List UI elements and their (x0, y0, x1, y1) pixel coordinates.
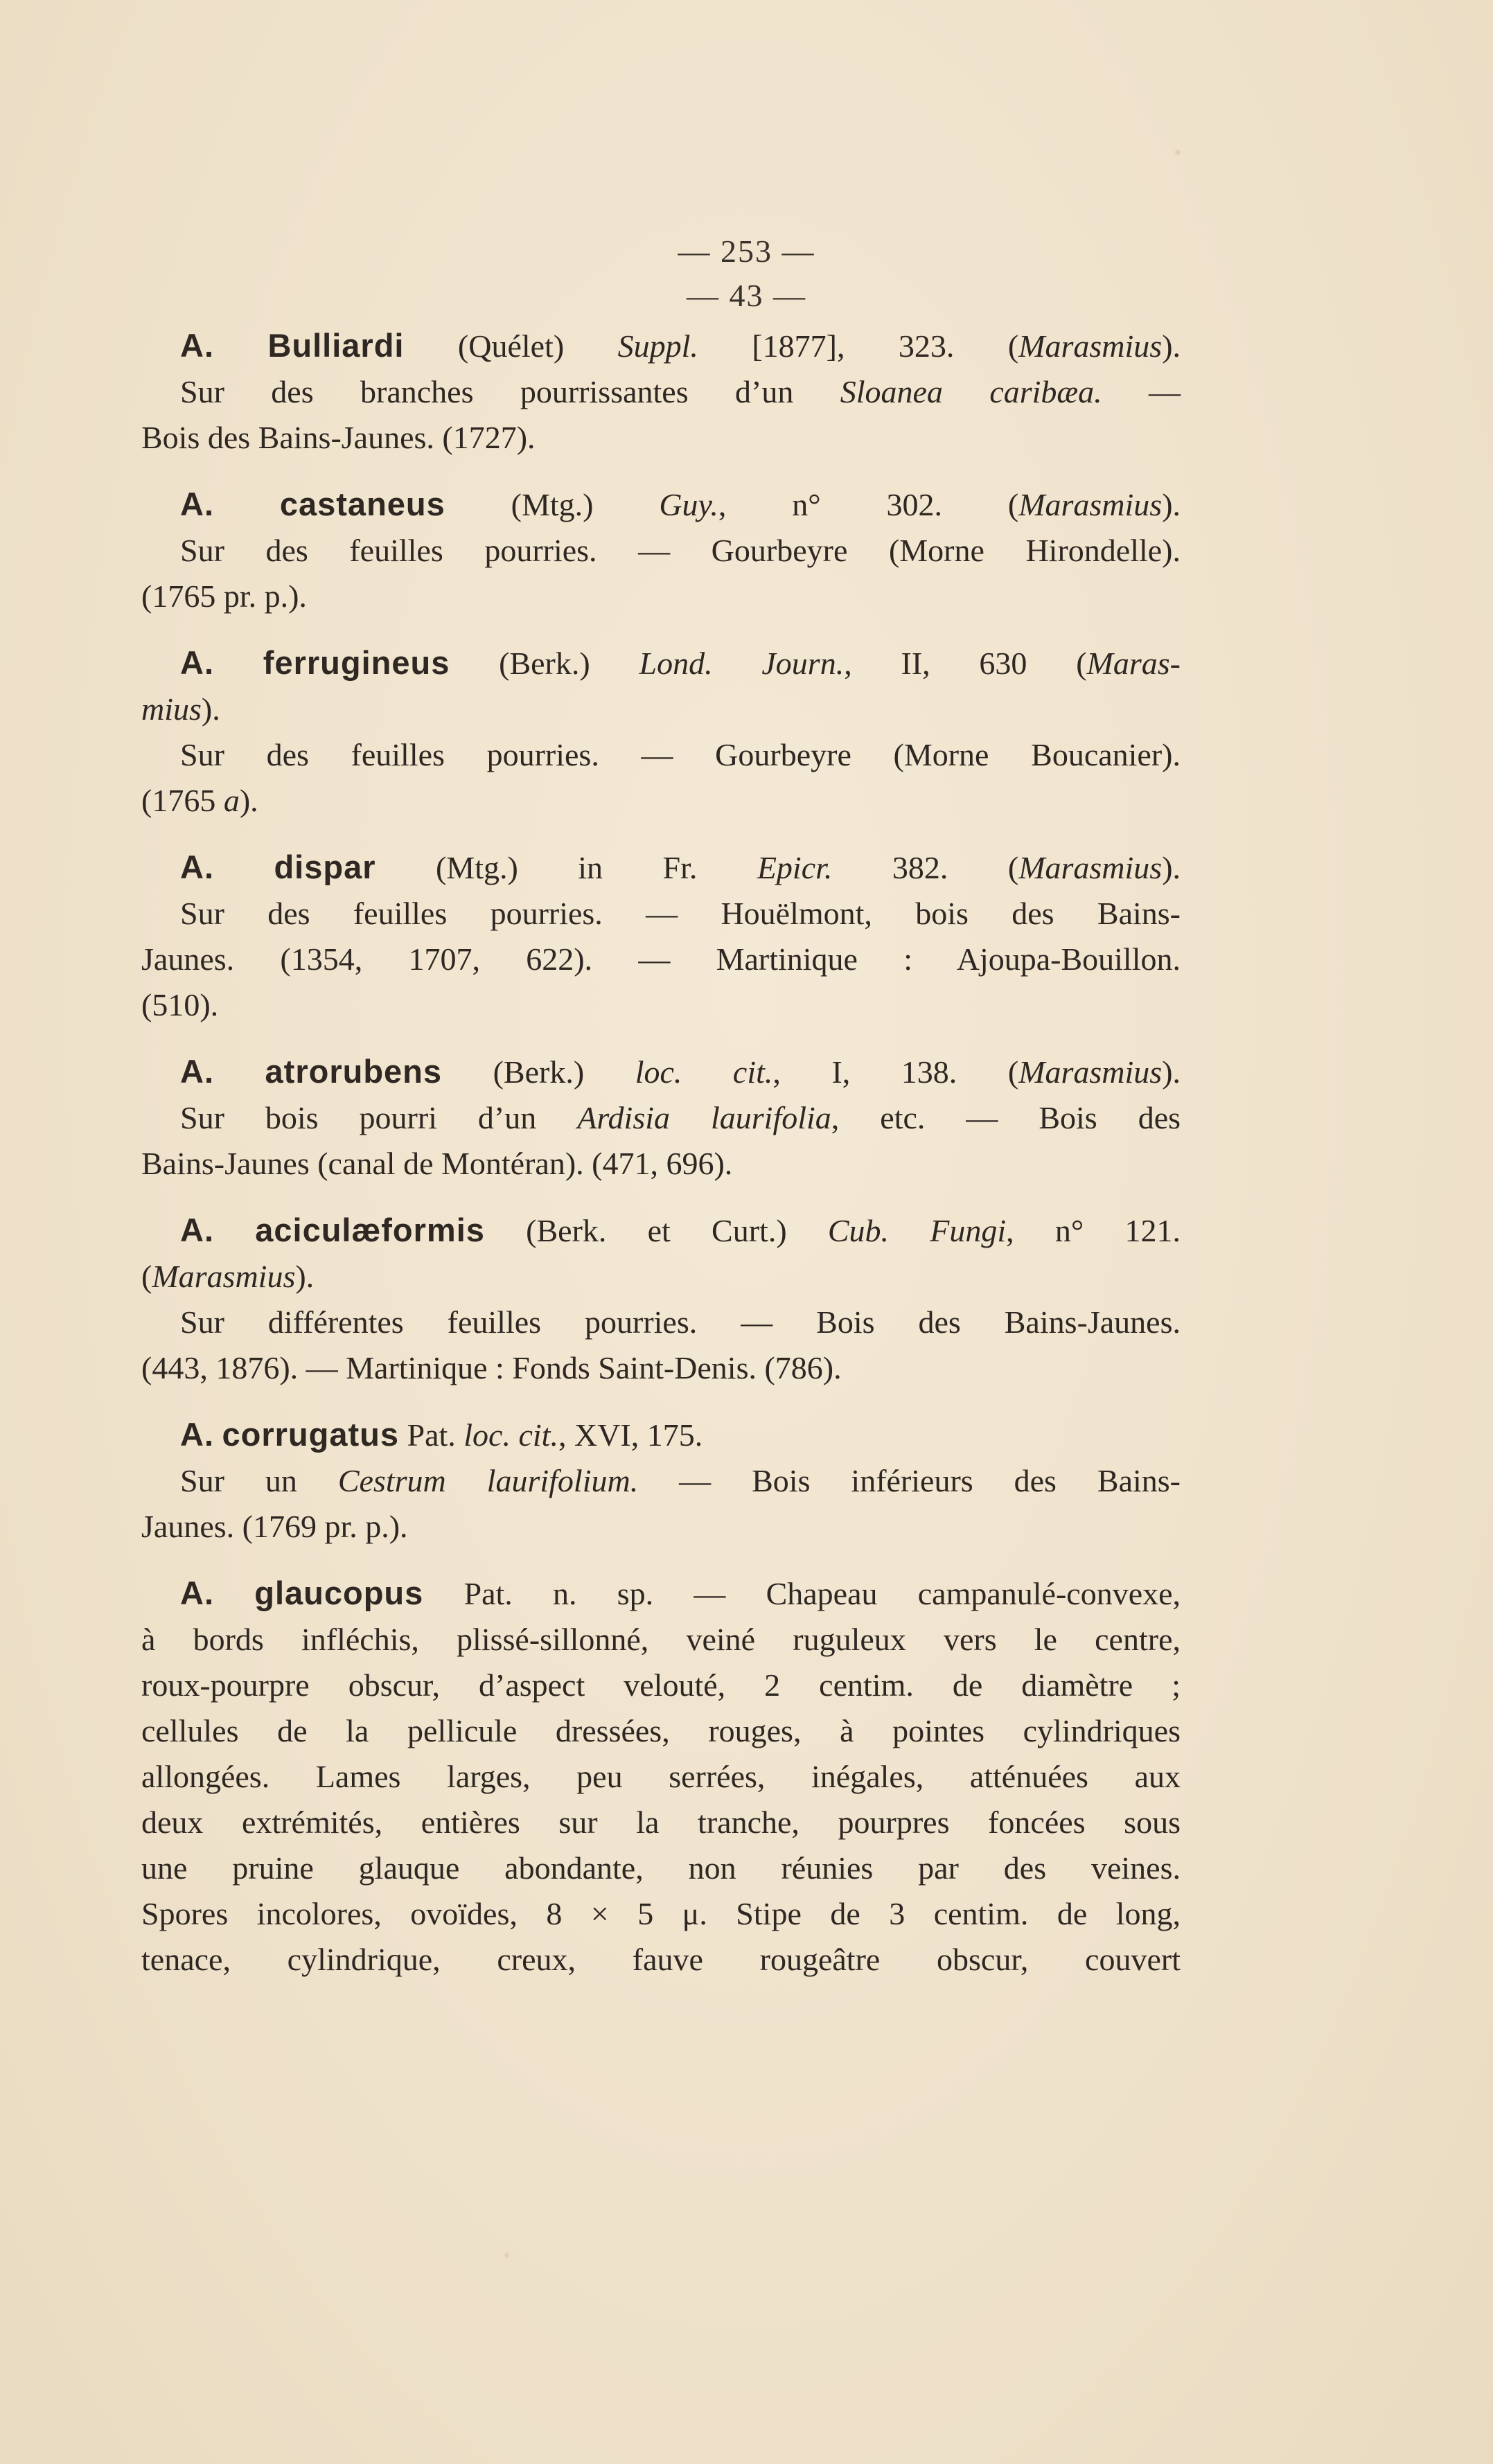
reference: , n° 302. ( (718, 487, 1019, 522)
locality-end: ). (239, 783, 258, 818)
description-line: roux-pourpre obscur, d’aspect velouté, 2 centim. de diamètre ; (141, 1667, 1181, 1703)
original-page-number: — 253 — (678, 233, 815, 269)
reference-end: ). (1162, 328, 1181, 364)
locality-line: (443, 1876). — Martinique : Fonds Saint-Denis. (786). (141, 1350, 842, 1385)
dash: — (1149, 374, 1181, 409)
entry-heading-line (141, 640, 1181, 686)
genus-abbrev: A. (180, 1212, 214, 1248)
synonym: Marasmius (152, 1259, 296, 1294)
species-entry (141, 640, 1181, 824)
page-text (141, 323, 1181, 2003)
species-name: ferrugineus (263, 644, 450, 681)
locality-line: (1765 pr. p.). (141, 578, 307, 614)
authority: (Berk.) (499, 646, 590, 681)
genus-abbrev: A. (180, 849, 214, 885)
locality-line: (510). (141, 987, 219, 1022)
reference: , I, 138. ( (772, 1054, 1019, 1090)
host-plant: Ardisia laurifolia (577, 1100, 831, 1135)
description-line: Spores incolores, ovoïdes, 8 × 5 μ. Stipe de 3 centim. de long, (141, 1896, 1181, 1931)
synonym: Marasmius (1018, 850, 1163, 885)
species-entry (141, 1049, 1181, 1187)
work-title: Lond. Journ. (639, 646, 845, 681)
entry-heading-line (141, 1049, 1181, 1095)
authority: Pat. n. sp. (463, 1576, 654, 1611)
work-title: Cub. Fungi (827, 1213, 1007, 1248)
locality-line: Jaunes. (1769 pr. p.). (141, 1509, 408, 1544)
reference-end: ). (1162, 850, 1181, 885)
reference: , n° 121. (1006, 1213, 1181, 1248)
authority: (Mtg.) in Fr. (435, 850, 698, 885)
entry-heading-line (141, 323, 1181, 369)
reference-end: ). (1162, 487, 1181, 522)
species-name: dispar (274, 849, 376, 885)
habitat-text: Sur des branches pourrissantes d’un (180, 374, 794, 409)
habitat-line (141, 1458, 1181, 1504)
locality-line: Bains-Jaunes (canal de Montéran). (471, 696). (141, 1146, 733, 1181)
entry-heading-line (141, 1412, 1181, 1458)
species-entry (141, 1412, 1181, 1550)
synonym: Maras- (1086, 646, 1181, 681)
description-line: deux extrémités, entières sur la tranche, pourpres foncées sous (141, 1805, 1181, 1840)
synonym-continuation: mius (141, 691, 202, 727)
paper-spot (504, 2253, 509, 2258)
habitat-line: Sur des feuilles pourries. — Gourbeyre (Morne Hirondelle). (180, 533, 1181, 568)
description-line: allongées. Lames larges, peu serrées, inégales, atténuées aux (141, 1759, 1181, 1794)
page-number: — 43 — (687, 278, 806, 313)
work-title: Suppl. (617, 328, 698, 364)
genus-abbrev: A. (180, 327, 214, 364)
entry-heading-line (141, 844, 1181, 891)
reference: , II, 630 ( (844, 646, 1087, 681)
reference-end: ). (1162, 1054, 1181, 1090)
entry-heading-line (141, 1207, 1181, 1254)
reference: [1877], 323. ( (752, 328, 1019, 364)
synonym-open: ( (141, 1259, 152, 1294)
description-line: à bords infléchis, plissé-sillonné, veiné ruguleux vers le centre, (141, 1622, 1181, 1657)
habitat-text: Sur un (180, 1463, 297, 1498)
species-name: glaucopus (254, 1575, 424, 1611)
authority: Pat. (407, 1417, 456, 1453)
habitat-line (141, 1095, 1181, 1141)
locality-line (141, 778, 1181, 824)
species-entry (141, 1207, 1181, 1391)
species-name: corrugatus (222, 1416, 399, 1453)
reference: , XVI, 175. (558, 1417, 703, 1453)
genus-abbrev: A. (180, 644, 214, 681)
genus-abbrev: A. (180, 486, 214, 522)
authority: (Mtg.) (511, 487, 594, 522)
description-line: cellules de la pellicule dressées, rouges, à pointes cylindriques (141, 1713, 1181, 1748)
authority: (Berk.) (493, 1054, 585, 1090)
locality-text: (1765 (141, 783, 224, 818)
species-name: atrorubens (265, 1053, 443, 1090)
synonym: Marasmius (1018, 1054, 1163, 1090)
synonym: Marasmius (1018, 328, 1163, 364)
paper-spot (1175, 150, 1181, 155)
genus-abbrev: A. (180, 1053, 214, 1090)
genus-abbrev: A. (180, 1575, 214, 1611)
locality-letter: a (223, 783, 240, 818)
work-title: Guy. (659, 487, 718, 522)
species-name: aciculæformis (255, 1212, 485, 1248)
authority: (Quélet) (457, 328, 565, 364)
reference-end: ). (201, 691, 220, 727)
species-name: castaneus (279, 486, 445, 522)
entry-heading-continuation (141, 686, 1181, 732)
habitat-text-end: , etc. — Bois des (831, 1100, 1181, 1135)
entry-heading-continuation (141, 1254, 1181, 1300)
habitat-line: Jaunes. (1354, 1707, 622). — Martinique : Ajoupa-Bouillon. (141, 941, 1181, 977)
species-entry (141, 844, 1181, 1028)
habitat-line: Sur des feuilles pourries. — Houëlmont, bois des Bains- (180, 896, 1181, 931)
description-line: — Chapeau campanulé-convexe, (694, 1576, 1181, 1611)
habitat-text: Sur bois pourri d’un (180, 1100, 537, 1135)
reference: 382. ( (892, 850, 1019, 885)
species-entry (141, 323, 1181, 461)
work-title: loc. cit. (635, 1054, 773, 1090)
locality-line: Bois des Bains-Jaunes. (1727). (141, 420, 536, 455)
authority: (Berk. et Curt.) (526, 1213, 787, 1248)
entry-heading-line (141, 481, 1181, 528)
entry-heading-line (141, 1570, 1181, 1617)
work-title: loc. cit. (463, 1417, 558, 1453)
work-title: Epicr. (757, 850, 833, 885)
host-plant: Sloanea caribæa. (840, 374, 1102, 409)
habitat-line: Sur différentes feuilles pourries. — Bois des Bains-Jaunes. (180, 1304, 1181, 1340)
description-line: tenace, cylindrique, creux, fauve rougeâtre obscur, couvert (141, 1942, 1181, 1977)
species-entry (141, 481, 1181, 619)
description-line: une pruine glauque abondante, non réunies par des veines. (141, 1850, 1181, 1886)
synonym: Marasmius (1018, 487, 1163, 522)
genus-abbrev: A. (180, 1416, 214, 1453)
reference-end: ). (295, 1259, 315, 1294)
habitat-line (141, 369, 1181, 415)
species-name: Bulliardi (267, 327, 405, 364)
habitat-line: Sur des feuilles pourries. — Gourbeyre (Morne Boucanier). (180, 737, 1181, 772)
host-plant: Cestrum laurifolium. (337, 1463, 639, 1498)
habitat-text-end: — Bois inférieurs des Bains- (679, 1463, 1181, 1498)
species-entry (141, 1570, 1181, 1983)
